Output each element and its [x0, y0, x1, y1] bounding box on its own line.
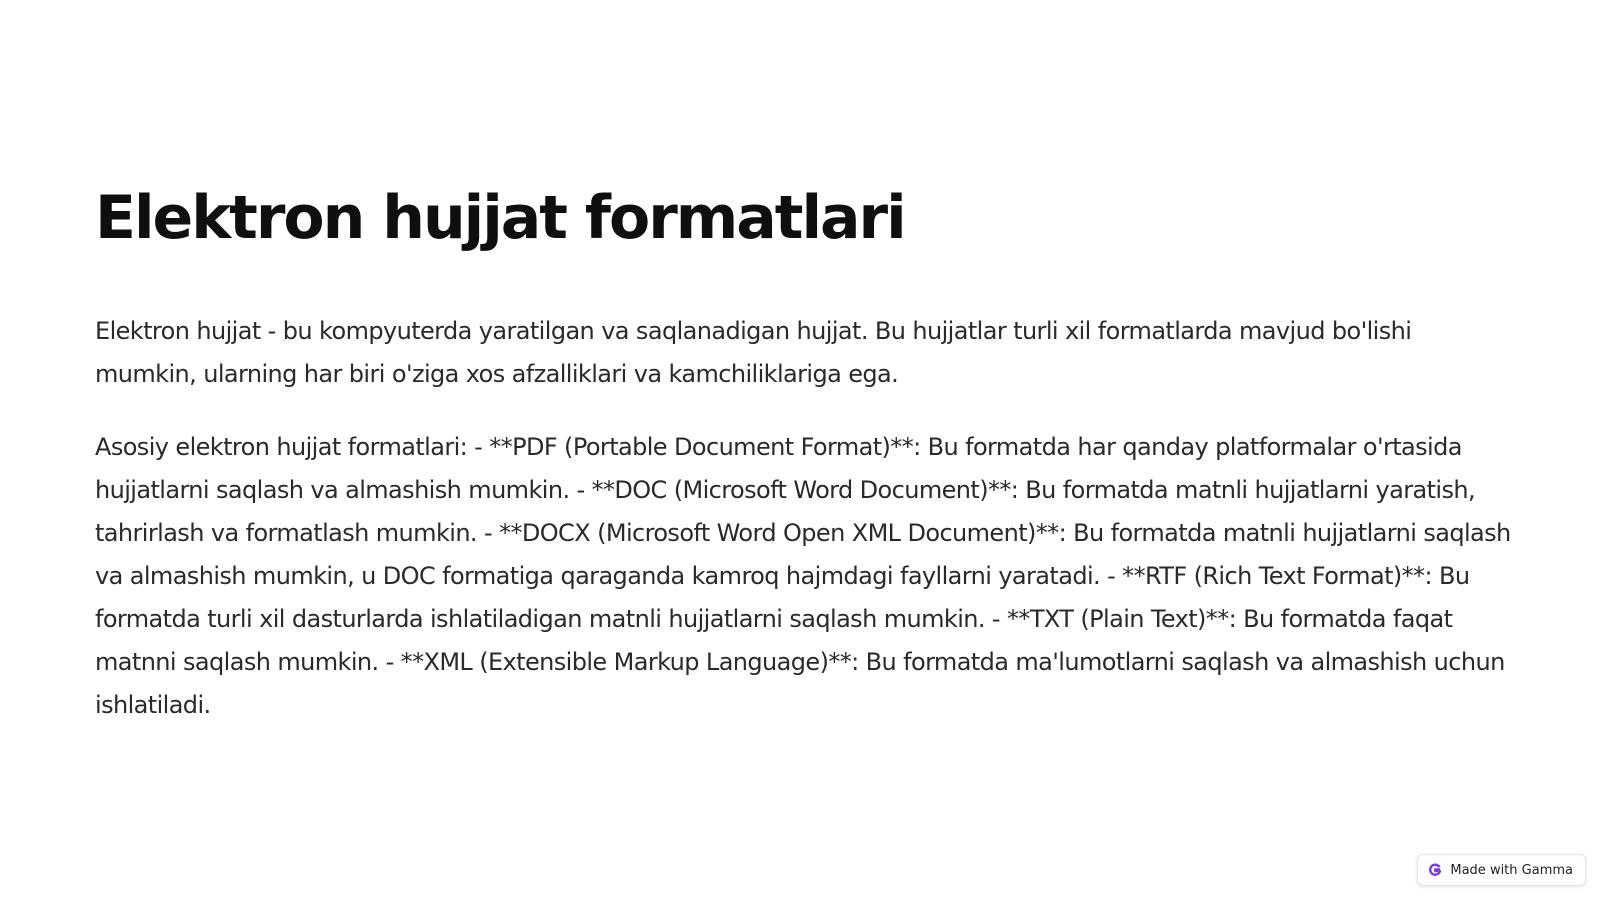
gamma-logo-icon	[1428, 863, 1442, 877]
formats-paragraph: Asosiy elektron hujjat formatlari: - **PDF (Portable Document Format)**: Bu formatda har qanday platformalar o'rtasida hujjatlarni saqlash va almashish mumkin. - **DOC (Microsoft Word Document)**: Bu formatda matnli hujjatlarni yaratish, tahrirlash va formatlash mumkin. - **DOCX (Microsoft Word Open XML Document)**: Bu formatda matnli hujjatlarni saqlash va almashish mumkin, u DOC formatiga qaraganda kamroq hajmdagi fayllarni yaratadi. - **RTF (Rich Text Format)**: Bu formatda turli xil dasturlarda ishlatiladigan matnli hujjatlarni saqlash mumkin. - **TXT (Plain Text)**: Bu formatda faqat matnni saqlash mumkin. - **XML (Extensible Markup Language)**: Bu formatda ma'lumotlarni saqlash va almashish uchun ishlatiladi.	[95, 433, 1511, 719]
slide-title: Elektron hujjat formatlari	[95, 183, 905, 253]
badge-label: Made with Gamma	[1450, 862, 1573, 878]
slide-content	[95, 180, 1515, 727]
intro-paragraph: Elektron hujjat - bu kompyuterda yaratilgan va saqlanadigan hujjat. Bu hujjatlar turli xil formatlarda mavjud bo'lishi mumkin, ularning har biri o'ziga xos afzalliklari va kamchiliklariga ega.	[95, 317, 1412, 388]
made-with-gamma-badge[interactable]	[1417, 854, 1586, 886]
